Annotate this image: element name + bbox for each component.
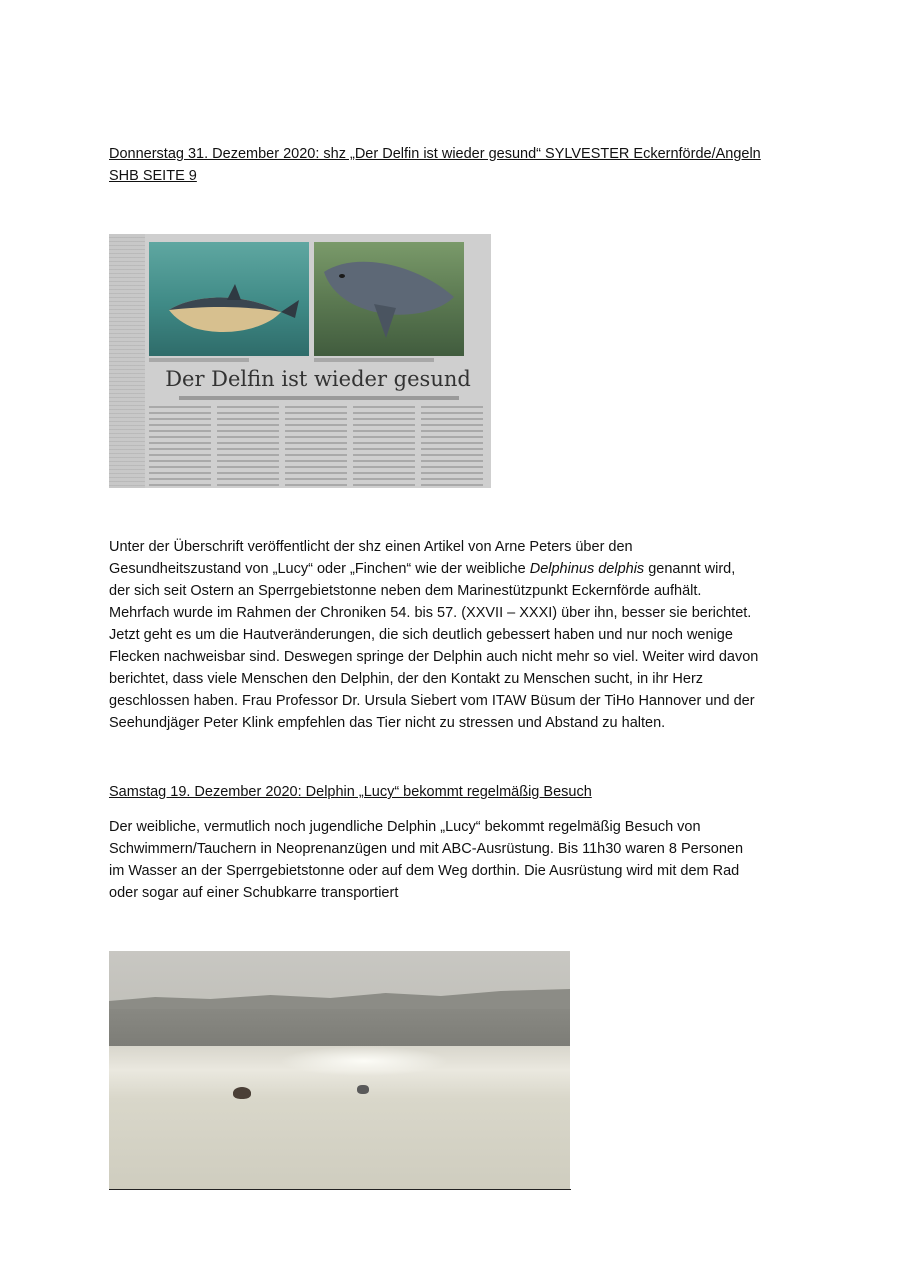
paragraph-line: im Wasser an der Sperrgebietstonne oder auf dem Weg dorthin. Die Ausrüstung wird mit dem Rad (109, 863, 740, 879)
article-summary-paragraph (109, 536, 809, 734)
heading-line: SHB SEITE 9 (109, 168, 197, 184)
paragraph-line: oder sogar auf einer Schubkarre transportiert (109, 885, 399, 901)
water-photo (109, 951, 570, 1189)
paragraph-line: Seehundjäger Peter Klink empfehlen das Tier nicht zu stressen und Abstand zu halten. (109, 715, 666, 731)
dolphin-photo-left (149, 242, 309, 356)
species-name: Delphinus delphis (529, 561, 645, 577)
clipping-side-column (109, 234, 145, 488)
dolphin-photo-right (314, 242, 464, 356)
water-glare (279, 1046, 449, 1076)
text-span: genannt wird, (644, 561, 736, 577)
section-heading-dec19 (109, 781, 799, 803)
clipping-subheadline (179, 396, 459, 400)
paragraph-line: Jetzt geht es um die Hautveränderungen, die sich deutlich gebessert haben und nur noch wenige (109, 627, 733, 643)
clipping-text-columns (149, 406, 489, 488)
dolphin-illustration (314, 242, 464, 356)
heading-line: Samstag 19. Dezember 2020: Delphin „Lucy“ bekommt regelmäßig Besuch (109, 784, 592, 800)
paragraph-line: Flecken nachweisbar sind. Deswegen springe der Delphin auch nicht mehr so viel. Weiter wird davon (109, 649, 759, 665)
newspaper-clipping-image (109, 234, 491, 488)
buoy-object (233, 1087, 251, 1099)
paragraph-line (109, 558, 809, 580)
dolphin-illustration (149, 242, 309, 356)
paragraph-line: der sich seit Ostern an Sperrgebietstonne neben dem Marinestützpunkt Eckernförde aufhält. (109, 583, 702, 599)
shore-treeline (109, 989, 570, 1009)
paragraph-line: Schwimmern/Tauchern in Neoprenanzügen und mit ABC-Ausrüstung. Bis 11h30 waren 8 Personen (109, 841, 744, 857)
clipping-title: Der Delfin ist wieder gesund (165, 367, 471, 391)
clipping-caption-right (314, 358, 434, 362)
paragraph-line: geschlossen haben. Frau Professor Dr. Ursula Siebert vom ITAW Büsum der TiHo Hannover und der (109, 693, 755, 709)
paragraph-line: Unter der Überschrift veröffentlicht der shz einen Artikel von Arne Peters über den (109, 539, 633, 555)
heading-line: Donnerstag 31. Dezember 2020: shz „Der Delfin ist wieder gesund“ SYLVESTER Eckernförde/Angeln (109, 146, 761, 162)
clipping-caption-left (149, 358, 249, 362)
swimmer-object (357, 1085, 369, 1094)
text-span: Gesundheitszustand von „Lucy“ oder „Finchen“ wie der weibliche (109, 561, 530, 577)
visit-paragraph (109, 816, 809, 904)
image-underline (109, 1189, 571, 1190)
section-heading-dec31 (109, 143, 799, 187)
paragraph-line: berichtet, dass viele Menschen den Delphin, der den Kontakt zu Menschen sucht, in ihr Herz (109, 671, 704, 687)
paragraph-line: Mehrfach wurde im Rahmen der Chroniken 54. bis 57. (XXVII – XXXI) über ihn, besser sie berichtet. (109, 605, 752, 621)
paragraph-line: Der weibliche, vermutlich noch jugendliche Delphin „Lucy“ bekommt regelmäßig Besuch von (109, 819, 701, 835)
